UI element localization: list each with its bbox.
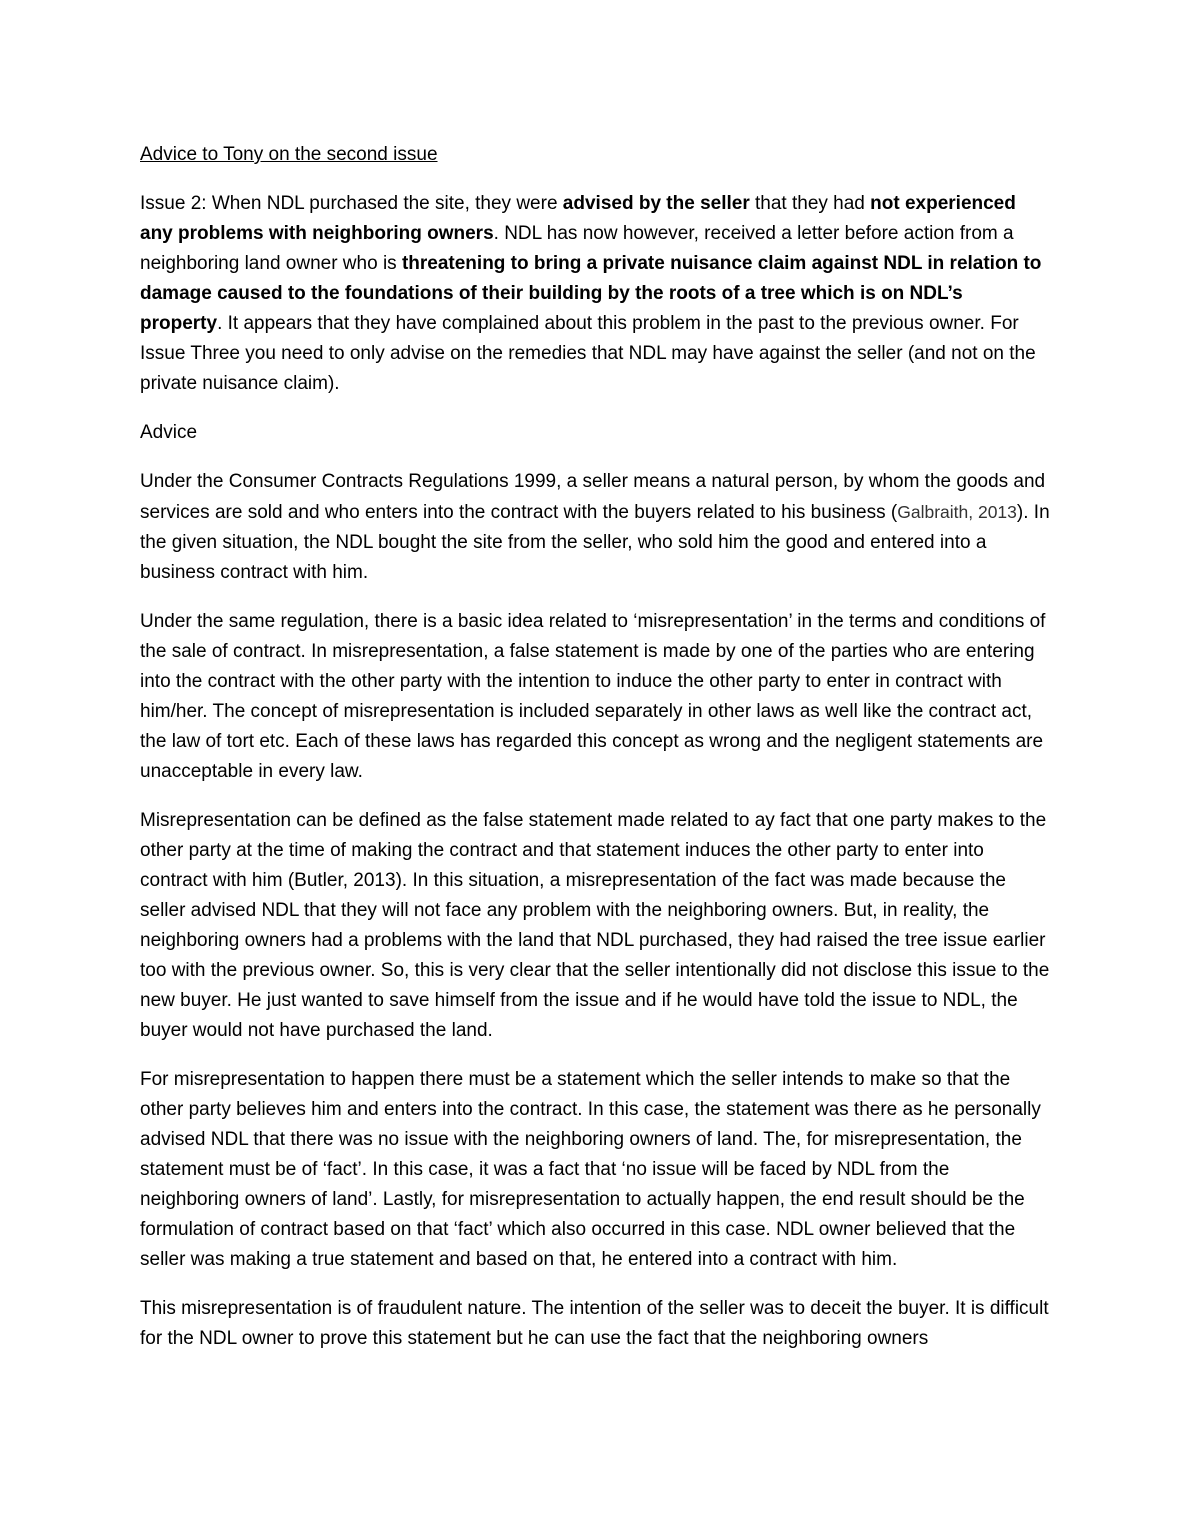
paragraph-misrepresentation-definition: Misrepresentation can be defined as the false statement made related to ay fact that one party makes to the other party at the time of making the contract and that statement induces the other party to enter into contract with him (Butler, 2013). In this situation, a misrepresentation of the fact was made because the seller advised NDL that they will not face any problem with the neighboring owners. But, in reality, the neighboring owners had a problems with the land that NDL purchased, they had raised the tree issue earlier too with the previous owner. So, this is very clear that the seller intentionally did not disclose this issue to the new buyer. He just wanted to save himself from the issue and if he would have told the issue to NDL, the buyer would not have purchased the land. <box>140 810 1050 1041</box>
citation: Galbraith, 2013 <box>897 502 1017 522</box>
para1-text-1: Under the Consumer Contracts Regulations 1999, a seller means a natural person, by whom the goods and services are sold and who enters into the contract with the buyers related to his business ( <box>140 471 1046 523</box>
issue-text-1: Issue 2: When NDL purchased the site, they were <box>140 193 563 214</box>
para1-text-2: ). In the given situation, the NDL bought the site from the seller, who sold him the good and entered into a business contract with him. <box>140 502 1050 583</box>
issue-text-2: that they had <box>749 193 871 214</box>
advice-label: Advice <box>140 422 198 443</box>
issue-text-3: . NDL has now however, received a letter before action from a neighboring land owner who is <box>140 223 1014 274</box>
issue-paragraph <box>140 189 1050 399</box>
paragraph-fraudulent-nature: This misrepresentation is of fraudulent nature. The intention of the seller was to deceit the buyer. It is difficult for the NDL owner to prove this statement but he can use the fact that the neighboring owners <box>140 1298 1049 1349</box>
issue-bold-3: threatening to bring a private nuisance claim against NDL in relation to damage caused to the foundations of their building by the roots of a tree which is on NDL’s property <box>140 253 1042 334</box>
section-heading: Advice to Tony on the second issue <box>140 144 438 165</box>
issue-text-4: . It appears that they have complained about this problem in the past to the previous owner. For Issue Three you need to only advise on the remedies that NDL may have against the seller (and not on the private nuisance claim). <box>140 313 1036 394</box>
issue-bold-1: advised by the seller <box>562 193 750 214</box>
paragraph-misrepresentation-elements: For misrepresentation to happen there must be a statement which the seller intends to make so that the other party believes him and enters into the contract. In this case, the statement was there as he personally advised NDL that there was no issue with the neighboring owners of land. The, for misrepresentation, the statement must be of ‘fact’. In this case, it was a fact that ‘no issue will be faced by NDL from the neighboring owners of land’. Lastly, for misrepresentation to actually happen, the end result should be the formulation of contract based on that ‘fact’ which also occurred in this case. NDL owner believed that the seller was making a true statement and based on that, he entered into a contract with him. <box>140 1069 1041 1270</box>
paragraph-misrepresentation-concept: Under the same regulation, there is a basic idea related to ‘misrepresentation’ in the terms and conditions of the sale of contract. In misrepresentation, a false statement is made by one of the parties who are entering into the contract with the other party with the intention to induce the other party to enter in contract with him/her. The concept of misrepresentation is included separately in other laws as well like the contract act, the law of tort etc. Each of these laws has regarded this concept as wrong and the negligent statements are unacceptable in every law. <box>140 611 1046 782</box>
document-body <box>140 140 1050 1373</box>
paragraph-regulations <box>140 467 1050 588</box>
issue-bold-2: not experienced any problems with neighboring owners <box>140 193 1016 244</box>
